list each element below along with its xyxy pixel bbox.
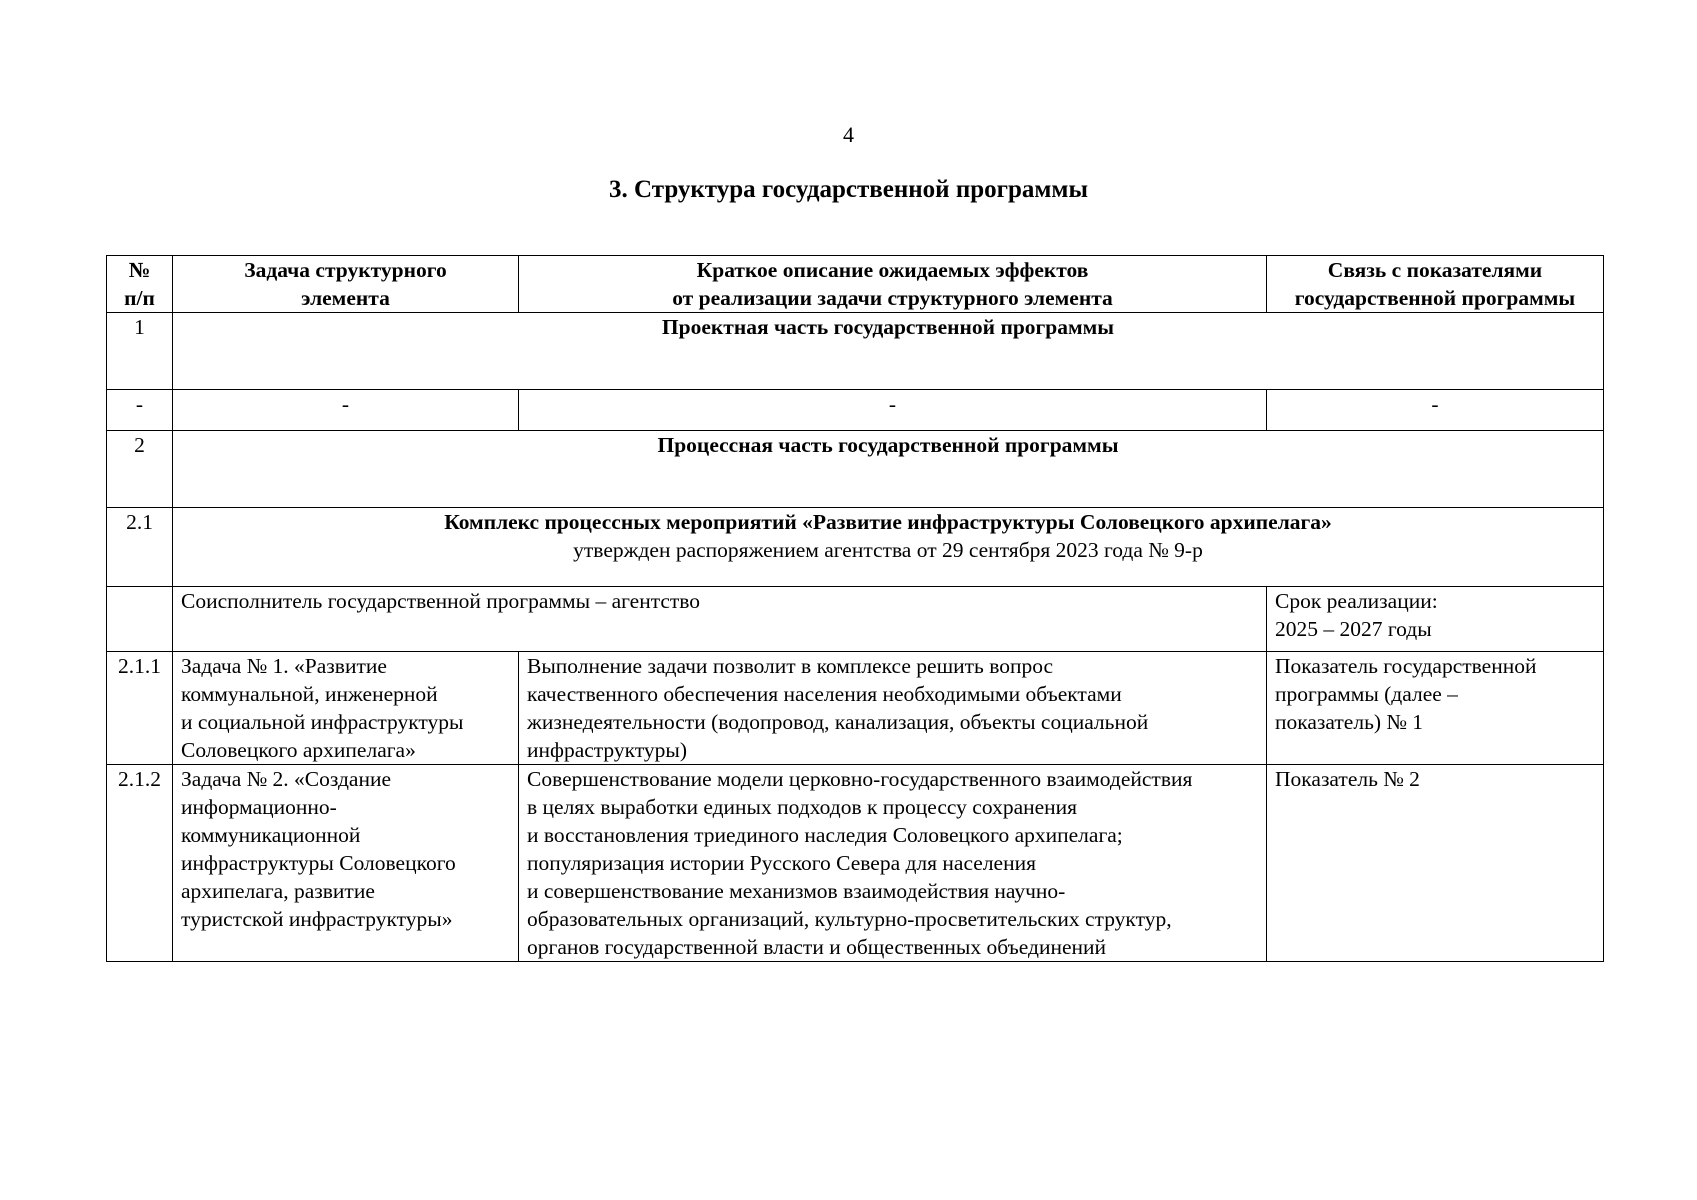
task-cell: Задача № 1. «Развитие коммунальной, инженерной и социальной инфраструктуры Соловецкого архипелага» [173,652,519,765]
header-effects: Краткое описание ожидаемых эффектов от реализации задачи структурного элемента [519,256,1267,313]
row-number: - [107,390,173,431]
row-number: 2 [107,431,173,508]
header-num: № п/п [107,256,173,313]
table-row [107,652,1604,765]
complex-cell [173,508,1604,587]
header-task: Задача структурного элемента [173,256,519,313]
row-number [107,587,173,652]
link-cell: Показатель государственной программы (далее – показатель) № 1 [1267,652,1604,765]
coexecutor-row [107,587,1604,652]
header-link: Связь с показателями государственной программы [1267,256,1604,313]
table-row-empty [107,390,1604,431]
task-cell: Задача № 2. «Создание информационно- коммуникационной инфраструктуры Соловецкого архипелага, развитие туристской инфраструктуры» [173,765,519,962]
table-row [107,765,1604,962]
table-header-row [107,256,1604,313]
section-row-project [107,313,1604,390]
page-number: 4 [843,122,854,147]
effects-cell: - [519,390,1267,431]
task-cell: - [173,390,519,431]
row-number: 2.1.2 [107,765,173,962]
coexecutor-cell: Соисполнитель государственной программы – агентство [173,587,1267,652]
row-number: 2.1 [107,508,173,587]
complex-row [107,508,1604,587]
period-cell: Срок реализации: 2025 – 2027 годы [1267,587,1604,652]
effects-cell: Совершенствование модели церковно-государственного взаимодействия в целях выработки единых подходов к процессу сохранения и восстановления триединого наследия Соловецкого архипелага; популяризация истории Русского Севера для населения и совершенствование механизмов взаимодействия научно- образовательных организаций, культурно-просветительских структур, органов государственной власти и общественных объединений [519,765,1267,962]
structure-table [106,255,1604,962]
section-row-process [107,431,1604,508]
section-label-process: Процессная часть государственной программы [173,431,1604,508]
effects-cell: Выполнение задачи позволит в комплексе решить вопрос качественного обеспечения населения необходимыми объектами жизнедеятельности (водопровод, канализация, объекты социальной инфраструктуры) [519,652,1267,765]
complex-subtitle: утвержден распоряжением агентства от 29 сентября 2023 года № 9-р [573,538,1203,562]
complex-title: Комплекс процессных мероприятий «Развитие инфраструктуры Соловецкого архипелага» [444,510,1332,534]
section-label-project: Проектная часть государственной программы [173,313,1604,390]
link-cell: - [1267,390,1604,431]
link-cell: Показатель № 2 [1267,765,1604,962]
row-number: 2.1.1 [107,652,173,765]
section-title: 3. Структура государственной программы [609,176,1088,203]
row-number: 1 [107,313,173,390]
